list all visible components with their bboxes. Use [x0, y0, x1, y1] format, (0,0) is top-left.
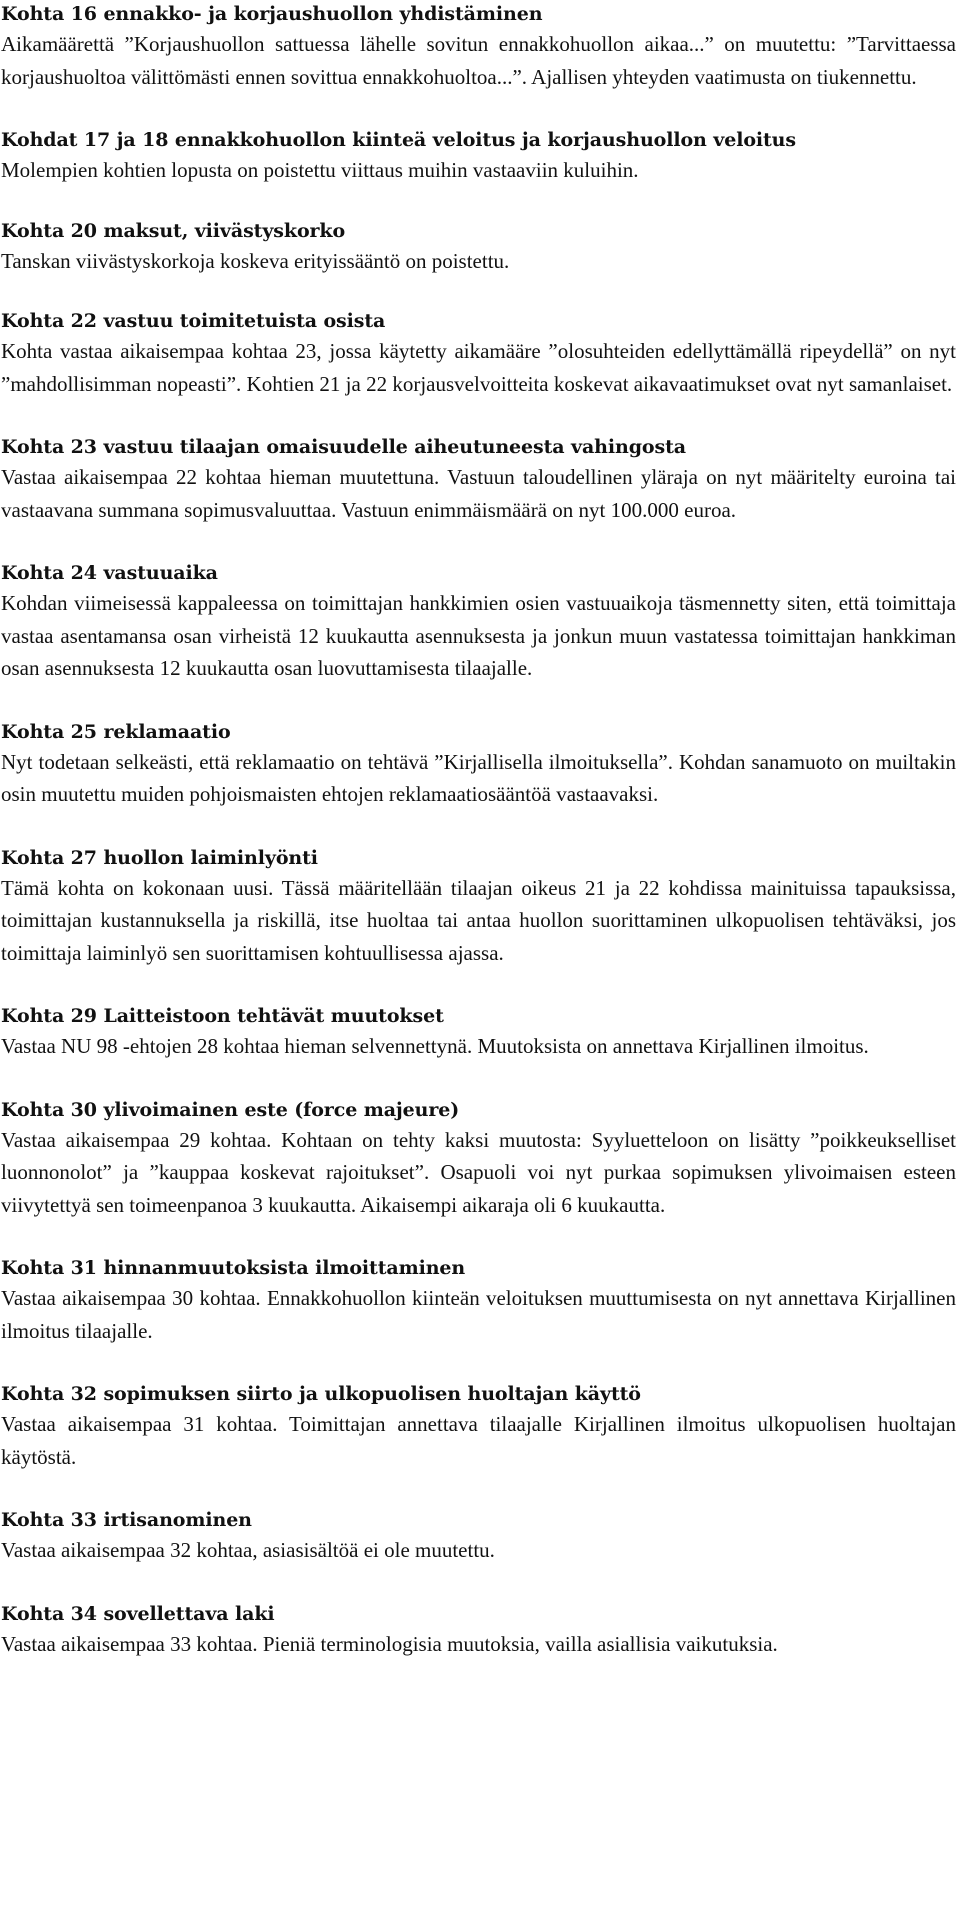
section-heading: Kohta 34 sovellettava laki	[1, 1602, 275, 1625]
section-kohta-24	[1, 559, 956, 685]
section-kohta-32	[1, 1380, 956, 1473]
section-kohta-22	[1, 307, 956, 400]
section-body: Vastaa aikaisempaa 30 kohtaa. Ennakkohuollon kiinteän veloituksen muuttumisesta on nyt annettava Kirjallinen ilmoitus tilaajalle.	[1, 1286, 956, 1343]
section-gap	[1, 811, 956, 844]
section-gap	[1, 400, 956, 433]
section-gap	[1, 526, 956, 559]
section-body: Vastaa aikaisempaa 22 kohtaa hieman muutettuna. Vastuun taloudellinen yläraja on nyt määritelty euroina tai vastaavana summana sopimusvaluuttaa. Vastuun enimmäismäärä on nyt 100.000 euroa.	[1, 465, 956, 522]
section-kohta-27	[1, 844, 956, 970]
section-gap	[1, 187, 956, 217]
section-body: Kohta vastaa aikaisempaa kohtaa 23, jossa käytetty aikamääre ”olosuhteiden edellyttämällä ripeydellä” on nyt ”mahdollisimman nopeasti”. Kohtien 21 ja 22 korjausvelvoitteita koskevat aikavaatimukset ovat nyt samanlaiset.	[1, 339, 956, 396]
section-body: Molempien kohtien lopusta on poistettu viittaus muihin vastaaviin kuluihin.	[1, 158, 639, 182]
section-kohta-25	[1, 718, 956, 811]
section-body: Vastaa NU 98 -ehtojen 28 kohtaa hieman selvennettynä. Muutoksista on annettava Kirjallinen ilmoitus.	[1, 1034, 869, 1058]
section-body: Vastaa aikaisempaa 29 kohtaa. Kohtaan on tehty kaksi muutosta: Syyluetteloon on lisätty ”poikkeukselliset luonnonolot” ja ”kauppaa koskevat rajoitukset”. Osapuoli voi nyt purkaa sopimuksen ylivoimaisen esteen viivytettyä sen toimeenpanoa 3 kuukautta. Aikaisempi aikaraja oli 6 kuukautta.	[1, 1127, 956, 1217]
section-gap	[1, 1473, 956, 1506]
section-kohta-16	[1, 0, 956, 93]
section-heading: Kohta 30 ylivoimainen este (force majeure)	[1, 1098, 460, 1121]
section-body: Tämä kohta on kokonaan uusi. Tässä määritellään tilaajan oikeus 21 ja 22 kohdissa mainituissa tapauksissa, toimittajan kustannuksella ja riskillä, itse huoltaa tai antaa huollon suorittaminen ulkopuolisen tehtäväksi, jos toimittaja laiminlyö sen suorittamisen kohtuullisessa ajassa.	[1, 875, 956, 965]
section-body: Vastaa aikaisempaa 31 kohtaa. Toimittajan annettava tilaajalle Kirjallinen ilmoitus ulkopuolisen huoltajan käytöstä.	[1, 1412, 956, 1469]
section-heading: Kohta 20 maksut, viivästyskorko	[1, 219, 346, 242]
section-heading: Kohta 27 huollon laiminlyönti	[1, 846, 318, 869]
section-kohdat-17-18	[1, 126, 956, 187]
section-gap	[1, 1063, 956, 1096]
section-kohta-31	[1, 1254, 956, 1347]
section-gap	[1, 277, 956, 307]
section-heading: Kohta 22 vastuu toimitetuista osista	[1, 310, 386, 332]
section-kohta-30	[1, 1096, 956, 1222]
section-body: Kohdan viimeisessä kappaleessa on toimittajan hankkimien osien vastuuaikoja täsmennetty siten, että toimittaja vastaa asentamansa osan virheistä 12 kuukautta asennuksesta ja jonkun muun vastatessa toimittajan hankkiman osan asennuksesta 12 kuukautta osan luovuttamisesta tilaajalle.	[1, 591, 956, 680]
section-body: Vastaa aikaisempaa 32 kohtaa, asiasisältöä ei ole muutettu.	[1, 1538, 495, 1562]
section-body: Tanskan viivästyskorkoja koskeva erityissääntö on poistettu.	[1, 248, 510, 273]
section-kohta-23	[1, 433, 956, 526]
section-gap	[1, 93, 956, 126]
section-heading: Kohta 33 irtisanominen	[1, 1509, 252, 1531]
section-body: Nyt todetaan selkeästi, että reklamaatio on tehtävä ”Kirjallisella ilmoituksella”. Kohdan sanamuoto on muiltakin osin muutettu muiden pohjoismaisten ehtojen reklamaatiosääntöä vastaavaksi.	[1, 749, 956, 806]
section-kohta-29	[1, 1002, 956, 1063]
section-kohta-33	[1, 1506, 956, 1567]
section-heading: Kohta 23 vastuu tilaajan omaisuudelle aiheutuneesta vahingosta	[1, 436, 686, 458]
section-heading: Kohta 31 hinnanmuutoksista ilmoittaminen	[1, 1257, 466, 1279]
section-heading: Kohta 16 ennakko- ja korjaushuollon yhdistäminen	[1, 3, 543, 25]
section-heading: Kohdat 17 ja 18 ennakkohuollon kiinteä veloitus ja korjaushuollon veloitus	[1, 129, 796, 151]
section-gap	[1, 1347, 956, 1380]
section-gap	[1, 1567, 956, 1600]
section-heading: Kohta 25 reklamaatio	[1, 720, 231, 743]
section-kohta-20	[1, 217, 956, 278]
section-gap	[1, 1221, 956, 1254]
section-gap	[1, 969, 956, 1002]
section-heading: Kohta 29 Laitteistoon tehtävät muutokset	[1, 1005, 444, 1027]
section-body: Aikamäärettä ”Korjaushuollon sattuessa lähelle sovitun ennakkohuollon aikaa...” on muutettu: ”Tarvittaessa korjaushuoltoa välittömästi ennen sovittua ennakkohuoltoa...”. Ajallisen yhteyden vaatimusta on tiukennettu.	[1, 32, 956, 89]
section-gap	[1, 685, 956, 718]
section-body: Vastaa aikaisempaa 33 kohtaa. Pieniä terminologisia muutoksia, vailla asiallisia vaikutuksia.	[1, 1631, 778, 1656]
section-heading: Kohta 32 sopimuksen siirto ja ulkopuolisen huoltajan käyttö	[1, 1383, 641, 1405]
section-kohta-34	[1, 1600, 956, 1661]
section-heading: Kohta 24 vastuuaika	[1, 562, 218, 584]
